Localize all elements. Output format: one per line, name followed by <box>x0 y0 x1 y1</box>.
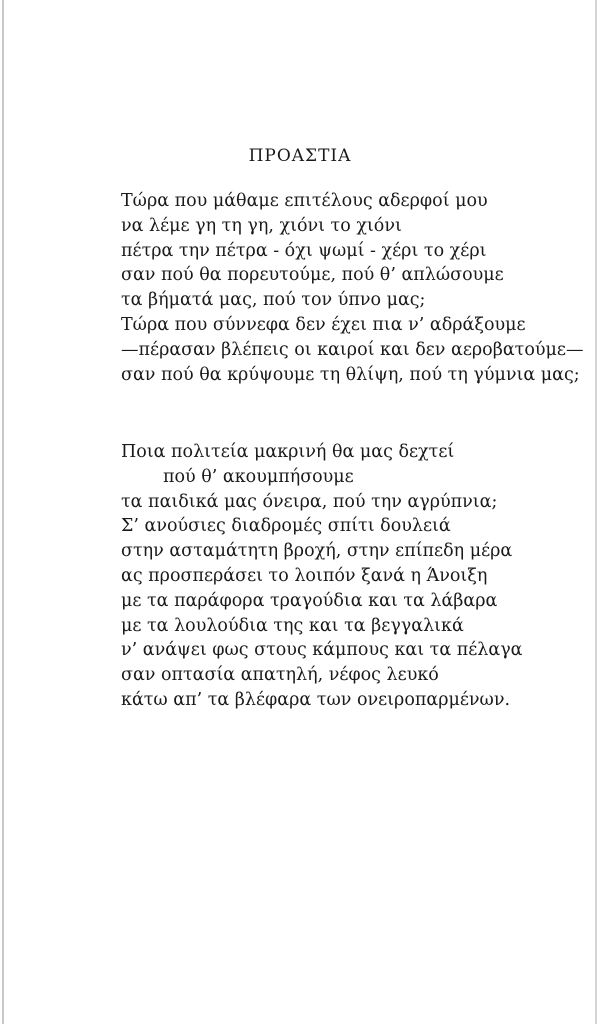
poem-line: Τώρα που μάθαμε επιτέλους αδερφοί μου <box>121 191 488 211</box>
poem-line: με τα λουλούδια της και τα βεγγαλικά <box>121 615 464 636</box>
poem-line: —πέρασαν βλέπεις οι καιροί και δεν αεροβατούμε— <box>121 339 584 360</box>
stanza-1 <box>121 189 591 387</box>
poem-line: τα βήματά μας, πού τον ύπνο μας; <box>121 290 426 311</box>
poem-line: ας προσπεράσει το λοιπόν ξανά η Άνοιξη <box>121 565 488 586</box>
poem-line: σαν πού θα κρύψουμε τη θλίψη, πού τη γύμνια μας; <box>121 364 580 385</box>
poem-line: ν’ ανάψει φως στους κάμπους και τα πέλαγα <box>121 640 523 661</box>
stanza-2 <box>121 440 591 713</box>
poem-line: με τα παράφορα τραγούδια και τα λάβαρα <box>121 590 498 611</box>
poem-line: να λέμε γη τη γη, χιόνι το χιόνι <box>121 215 402 236</box>
poem-line: Τώρα που σύννεφα δεν έχει πια ν’ αδράξουμε <box>121 314 526 335</box>
poem-line: Σ’ ανούσιες διαδρομές σπίτι δουλειά <box>121 516 451 537</box>
poem-line: Ποια πολιτεία μακρινή θα μας δεχτεί <box>121 442 455 462</box>
poem-line: στην ασταμάτητη βροχή, στην επίπεδη μέρα <box>121 541 513 562</box>
poem-line: τα παιδικά μας όνειρα, πού την αγρύπνια; <box>121 491 498 512</box>
poem-line-indented: πού θ’ ακουμπήσουμε <box>163 466 354 487</box>
poem-line: σαν οπτασία απατηλή, νέφος λευκό <box>121 665 439 686</box>
poem-line: κάτω απ’ τα βλέφαρα των ονειροπαρμένων. <box>121 689 511 710</box>
poem-title: ΠΡΟΑΣΤΙΑ <box>248 146 352 166</box>
poem-line: πέτρα την πέτρα - όχι ψωμί - χέρι το χέρι <box>121 240 487 261</box>
poem-line: σαν πού θα πορευτούμε, πού θ’ απλώσουμε <box>121 265 504 286</box>
